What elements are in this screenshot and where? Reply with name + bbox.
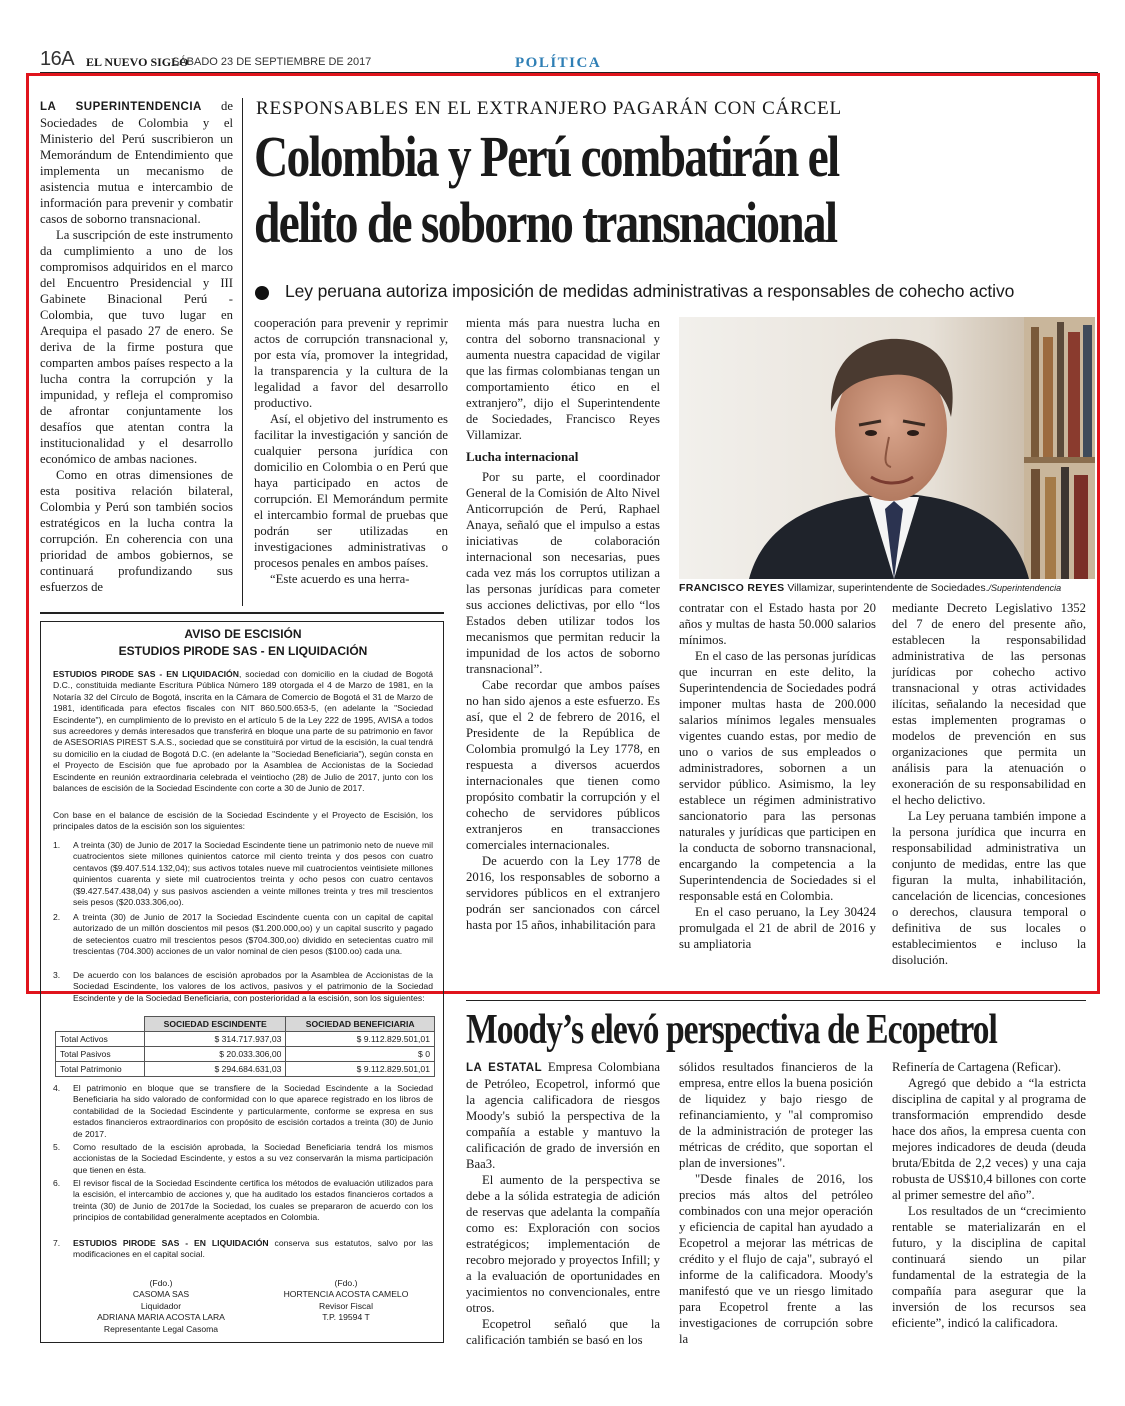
signature-left bbox=[71, 1278, 251, 1335]
notice-item bbox=[53, 1178, 433, 1224]
item-text: El revisor fiscal de la Sociedad Escindente certifica los métodos de evaluación utilizados para la escisión, el intercambio de acciones y, que ha auditado los estados financieros cortados a treinta (30) de Junio de 2017de la Sociedad, los cuales se prepararon de acuerdo con los principios de contabilidad generalmente aceptados en Colombia. bbox=[73, 1178, 433, 1223]
subheading: Lucha internacional bbox=[466, 449, 579, 464]
lead-in: LA ESTATAL bbox=[466, 1062, 543, 1074]
item-text: De acuerdo con los balances de escisión aprobados por la Asamblea de Accionistas de la Sociedad Escindente, los valores de los activos, pasivos y el patrimonio de la Sociedad Escindente y de la Sociedad Beneficiaria, con posterioridad a la escisión, son los siguientes: bbox=[73, 970, 433, 1003]
signature-right bbox=[256, 1278, 436, 1324]
notice-item bbox=[53, 970, 433, 1004]
table-cell: $ 20.033.306,00 bbox=[145, 1047, 286, 1062]
issue-date: SÁBADO 23 DE SEPTIEMBRE DE 2017 bbox=[172, 56, 372, 68]
item-number: 1. bbox=[53, 840, 61, 850]
paragraph: sólidos resultados financieros de la empresa, entre ellos la buena posición de liquidez y bajo riesgo de refinanciamiento, y "al compromiso de la administración de proteger las métricas de crédito, que soportan el plan de inversiones". bbox=[679, 1060, 873, 1170]
paragraph: mediante Decreto Legislativo 1352 del 7 de enero del presente año, establecen la responsabilidad administrativa de las personas jurídicas por cohecho activo transnacional y otras actividades ilícitas, señalando la necesidad que estas implementen programas o modelos de prevención en sus organizaciones que permita un análisis para la atenuación o exoneración de su responsabilidad en el hecho delictivo. bbox=[892, 601, 1086, 807]
notice-base-text: Con base en el balance de escisión de la Sociedad Escindente y el Proyecto de Escisión, los principales datos de la escisión son los siguientes: bbox=[53, 810, 433, 832]
caption-text: Villamizar, superintendente de Sociedades. bbox=[784, 582, 989, 594]
notice-subtitle: ESTUDIOS PIRODE SAS - EN LIQUIDACIÓN bbox=[118, 644, 368, 658]
article-headline: Colombia y Perú combatirán el delito de soborno transnacional bbox=[254, 124, 839, 255]
notice-item bbox=[53, 912, 433, 958]
table-cell: $ 9.112.829.501,01 bbox=[286, 1032, 435, 1047]
item-bold: ESTUDIOS PIRODE SAS - EN LIQUIDACIÓN bbox=[73, 1238, 269, 1248]
notice-item bbox=[53, 840, 433, 908]
item-text: A treinta (30) de Junio de 2017 la Sociedad Escindente tiene un patrimonio neto de nueve mil cuatrocientos siete millones quinientos catorce mil ciento treinta y dos pesos con cuatro centavos ($9.407.514.132,04); sus activos totales nueve mil cuatrocientos veintisiete millones quinientos cuarenta y siete mil cuatrocientos treinta y ocho pesos con cuatro centavos ($9.427.547.438,04) y sus pasivos ascienden a veinte millones treinta y tres mil trescientos seis pesos ($20.033.306,oo). bbox=[73, 840, 433, 908]
notice-title: AVISO DE ESCISIÓN bbox=[184, 627, 302, 641]
table-row bbox=[56, 1062, 435, 1077]
notice-item bbox=[53, 1238, 433, 1261]
newspaper-name: EL NUEVO SIGLO bbox=[86, 55, 189, 69]
paragraph: Así, el objetivo del instrumento es facilitar la investigación y sanción de cualquier persona jurídica con domicilio en Colombia o en Perú que haya participado en actos de corrupción. El Memorándum permite el intercambio formal de pruebas que podrán ser utilizadas en investigaciones administrativas o procesos penales en ambos países. bbox=[254, 412, 448, 570]
table-cell: $ 294.684.631,03 bbox=[145, 1062, 286, 1077]
signature-line: HORTENCIA ACOSTA CAMELO bbox=[283, 1289, 409, 1300]
paragraph: "Desde finales de 2016, los precios más altos del petróleo combinados con una mejor operación y eficiencia de capital han ayudado a Ecopetrol a mejorar las métricas de crédito y el flujo de caja", subrayó el informe de la calificadora. Moody's manifestó que ve un riesgo limitado para Ecopetrol frente a las investigaciones de corrupción sobre la bbox=[679, 1172, 873, 1346]
notice-item bbox=[53, 1142, 433, 1176]
notice-intro-bold: ESTUDIOS PIRODE SAS - EN LIQUIDACIÓN bbox=[53, 669, 239, 679]
item-number: 2. bbox=[53, 912, 61, 922]
item-number: 3. bbox=[53, 970, 61, 980]
table-header-row bbox=[56, 1017, 435, 1032]
paragraph: cooperación para prevenir y reprimir actos de corrupción transnacional y, por esta vía, promover la integridad, la transparencia y la cultura de la legalidad a favor del desarrollo productivo. bbox=[254, 316, 448, 410]
paragraph: De acuerdo con la Ley 1778 de 2016, los responsables de soborno a servidores públicos en el extranjero podrán ser sancionados con cárcel hasta por 15 años, inhabilitación para bbox=[466, 854, 660, 932]
signature-line: Revisor Fiscal bbox=[319, 1300, 373, 1311]
paragraph: de Sociedades de Colombia y el Ministerio del Perú suscribieron un Memorándum de Entendimiento que implementa un mecanismo de asistencia mutua e intercambio de información para prevenir y combatir casos de soborno transnacional. bbox=[40, 99, 233, 226]
caption-name: FRANCISCO REYES bbox=[679, 582, 785, 594]
table-row bbox=[56, 1047, 435, 1062]
item-text: Como resultado de la escisión aprobada, la Sociedad Beneficiaria tendrá los mismos accionistas de la Sociedad Escindente, y estos a su vez conservarán la misma participación que tienen en ésta. bbox=[73, 1142, 433, 1175]
paragraph: contratar con el Estado hasta por 20 años y multas de hasta 50.000 salarios mínimos. bbox=[679, 601, 876, 647]
photo-caption bbox=[679, 582, 1099, 594]
signature-line: Representante Legal Casoma bbox=[103, 1323, 219, 1334]
paragraph: En el caso peruano, la Ley 30424 promulgada el 21 de abril de 2016 y su ampliatoria bbox=[679, 905, 876, 951]
article1-column-1 bbox=[40, 98, 233, 595]
paragraph: Ecopetrol señaló que la calificación también se basó en los bbox=[466, 1317, 660, 1347]
article-kicker: RESPONSABLES EN EL EXTRANJERO PAGARÁN CON CÁRCEL bbox=[256, 98, 842, 119]
paragraph: Empresa Colombiana de Petróleo, Ecopetrol, informó que la agencia calificadora de riesgos Moody's subió la perspectiva de la compañía a estable y mantuvo la calificación de grado de inversión en Baa3. bbox=[466, 1060, 660, 1171]
paragraph: El aumento de la perspectiva se debe a la sólida estrategia de adición de reservas que adelanta la compañía como es: Exploración con socios estratégicos; implementación de recobro mejorado y proyectos Infill; y a la evaluación de oportunidades en yacimientos no convencionales, entre otros. bbox=[466, 1173, 660, 1315]
article1-column-3 bbox=[466, 315, 660, 933]
item-text bbox=[73, 1238, 433, 1261]
item-text: A treinta (30) de Junio de 2017 la Sociedad Escindente cuenta con un capital de capital autorizado de un millón doscientos mil pesos ($1.200.000,oo) y un capital suscrito y pagado de setecientos cuatro mil trescientos pesos ($704.300,oo) dividido en setecientas cuatro mil trescientas (704.300) acciones de un valor nominal de cien pesos ($100.oo) cada una. bbox=[73, 912, 433, 957]
paragraph: En el caso de las personas jurídicas que incurran en este delito, la Superintendencia de Sociedades podrá imponer multas hasta de 200.000 salarios mínimos legales mensuales vigentes cuando estas, por medio de uno o varios de sus empleados o administradores, sobornen a un servidor público. Asimismo, la ley establece un régimen administrativo sancionatorio para las personas naturales y jurídicas que participen en la conducta de soborno transnacional, encargando la competencia a la Superintendencia de Sociedades si el responsable está en Colombia. bbox=[679, 649, 876, 903]
paragraph: La suscripción de este instrumento da cumplimiento a uno de los compromisos adquiridos en el marco del Encuentro Presidencial y III Gabinete Binacional Perú - Colombia, que tuvo lugar en Arequipa el pasado 27 de enero. Se deriva de la firme postura que comparten ambos países respecto a la lucha contra la corrupción y la impunidad, y refleja el compromiso de afrontar conjuntamente los desafíos que atentan contra la institucionalidad y el desarrollo económico de ambas naciones. bbox=[40, 228, 233, 466]
notice-intro bbox=[53, 669, 433, 794]
item-text: El patrimonio en bloque que se transfiere de la Sociedad Escindente a la Sociedad Beneficiaria ha sido valorado de conformidad con lo que aparece registrado en los libros de contabilidad de la Sociedad Escindente y particularmente, conforme se expresa en sus estados financieros extraordinarios con propósito de escisión cortados a treinta (30) de Junio de 2017. bbox=[73, 1083, 433, 1139]
notice-item bbox=[53, 1083, 433, 1140]
paragraph: Como en otras dimensiones de esta positiva relación bilateral, Colombia y Perú son también socios estratégicos en la lucha contra la corrupción. En coherencia con una prioridad de ambos gobiernos, se continuará profundizando sus esfuerzos de bbox=[40, 468, 233, 594]
table-cell: Total Pasivos bbox=[56, 1047, 145, 1062]
item-number: 4. bbox=[53, 1083, 61, 1093]
paragraph: mienta más para nuestra lucha en contra del soborno transnacional y aumenta nuestra capacidad de vigilar que las firmas colombianas tengan un comportamiento ético en el extranjero”, dijo el Superintendente de Sociedades, Francisco Reyes Villamizar. bbox=[466, 316, 660, 442]
item-number: 5. bbox=[53, 1142, 61, 1152]
table-cell: $ 0 bbox=[286, 1047, 435, 1062]
item-number: 6. bbox=[53, 1178, 61, 1188]
table-row bbox=[56, 1032, 435, 1047]
signature-line: T.P. 19594 T bbox=[322, 1312, 370, 1323]
article2-headline: Moody’s elevó perspectiva de Ecopetrol bbox=[466, 1007, 997, 1053]
table-cell: Total Patrimonio bbox=[56, 1062, 145, 1077]
paragraph: Refinería de Cartagena (Reficar). bbox=[892, 1060, 1062, 1074]
column-divider bbox=[242, 98, 243, 606]
portrait-illustration bbox=[679, 317, 1095, 579]
section-label: POLÍTICA bbox=[515, 55, 602, 71]
table-header-cell: SOCIEDAD BENEFICIARIA bbox=[286, 1017, 435, 1032]
notice-top-rule bbox=[40, 612, 444, 614]
article2-column-3 bbox=[892, 1059, 1086, 1331]
signature-line: CASOMA SAS bbox=[132, 1289, 190, 1300]
bullet-icon bbox=[255, 286, 269, 300]
paragraph: Cabe recordar que ambos países no han sido ajenos a este esfuerzo. Es así, que el 2 de febrero de 2016, el Presidente de la República de Colombia promulgó la Ley 1778, en respuesta a diversos acuerdos internacionales que tienen como propósito combatir la corrupción y el cohecho de servidores públicos extranjeros en transacciones comerciales internacionales. bbox=[466, 678, 660, 852]
signature-line: Liquidador bbox=[140, 1300, 182, 1311]
article2-top-rule bbox=[466, 1000, 1086, 1001]
lead-in: LA SUPERINTENDENCIA bbox=[40, 101, 202, 113]
article1-column-4 bbox=[679, 600, 876, 952]
article2-column-1 bbox=[466, 1059, 660, 1348]
table-cell: Total Activos bbox=[56, 1032, 145, 1047]
photo-francisco-reyes bbox=[679, 317, 1095, 579]
article1-column-5 bbox=[892, 600, 1086, 968]
table-cell: $ 314.717.937,03 bbox=[145, 1032, 286, 1047]
page-number: 16A bbox=[40, 48, 75, 70]
paragraph: Por su parte, el coordinador General de la Comisión de Alto Nivel Anticorrupción de Perú, Raphael Anaya, señaló que el impulso a estas iniciativas de colaboración internacional son necesarias, pues cada vez más los corruptos utilizan a las personas jurídicas para cometer sus acciones delictivas, por ello “los Estados deben utilizar todos los mecanismos que permitan reducir la impunidad de los actos de soborno transnacional”. bbox=[466, 470, 660, 676]
caption-credit: /Superintendencia bbox=[988, 583, 1062, 593]
table-header-cell: SOCIEDAD ESCINDENTE bbox=[145, 1017, 286, 1032]
paragraph: Agregó que debido a “la estricta disciplina de capital y al programa de transformación emprendido desde hace dos años, la empresa cuenta con mejores indicadores de deuda (deuda bruta/Ebitda de 2,2 veces) y una caja robusta de US$10,4 billones con corte al primer semestre del año”. bbox=[892, 1076, 1086, 1202]
paragraph: Los resultados de un “crecimiento rentable se materializarán en el futuro, y la disciplina de capital continuará siendo un pilar fundamental de la estrategia de la compañía para asegurar que la inversión de los recursos sea eficiente”, indicó la calificadora. bbox=[892, 1204, 1086, 1330]
escision-balance-table bbox=[55, 1016, 435, 1077]
table-header-cell bbox=[56, 1017, 145, 1032]
table-cell: $ 9.112.829.501,01 bbox=[286, 1062, 435, 1077]
legal-notice-box bbox=[40, 621, 444, 1343]
signature-line: ADRIANA MARIA ACOSTA LARA bbox=[97, 1312, 225, 1323]
article2-column-2 bbox=[679, 1059, 873, 1347]
item-number: 7. bbox=[53, 1238, 61, 1248]
paragraph: “Este acuerdo es una herra- bbox=[270, 572, 410, 586]
signature-line: (Fdo.) bbox=[149, 1278, 173, 1288]
item-text-rest: conserva sus estatutos, salvo por las modificaciones en el capital social. bbox=[73, 1238, 433, 1260]
notice-intro-text: , sociedad con domicilio en la ciudad de Bogotá D.C., constituida mediante Escritura Pública Número 189 otorgada el 4 de Marzo de 1981, en la Notaría 32 del Círculo de Bogotá, inscrita en la Cámara de Comercio de Bogotá el 31 de Marzo de 1981, identificada para efectos fiscales con NIT 860.500.653-5, (en adelante la "Sociedad Escindente"), en cumplimiento de lo previsto en el artículo 5 de la Ley 222 de 1995, AVISA a todos sus acreedores y demás interesados que transferirá en bloque una parte de su patrimonio en favor de ASESORIAS PIREST S.A.S., sociedad que se constituirá por virtud de la escisión, la cual tendrá su domicilio en la ciudad de Bogotá D.C. (en adelante la "Sociedad Beneficiaria"), según consta en el Proyecto de Escisión que fue aprobado por la Asamblea de Accionistas de la Sociedad Escindente en reunión extraordinaria celebrada el veintiocho (28) de Julio de 2017, junto con los balances de escisión de la Sociedad Escindente con corte a 30 de Junio de 2017. bbox=[53, 669, 433, 794]
article-subheadline: Ley peruana autoriza imposición de medidas administrativas a responsables de cohecho activo bbox=[285, 281, 1015, 301]
paragraph: La Ley peruana también impone a la persona jurídica que incurra en responsabilidad administrativa un conjunto de medidas, entre las que figuran la multa, inhabilitación, cancelación de licencias, concesiones o derechos, clausura temporal o definitiva de sus locales o establecimientos e incluso la disolución. bbox=[892, 809, 1086, 967]
signature-line: (Fdo.) bbox=[334, 1278, 358, 1288]
article1-column-2 bbox=[254, 315, 448, 587]
